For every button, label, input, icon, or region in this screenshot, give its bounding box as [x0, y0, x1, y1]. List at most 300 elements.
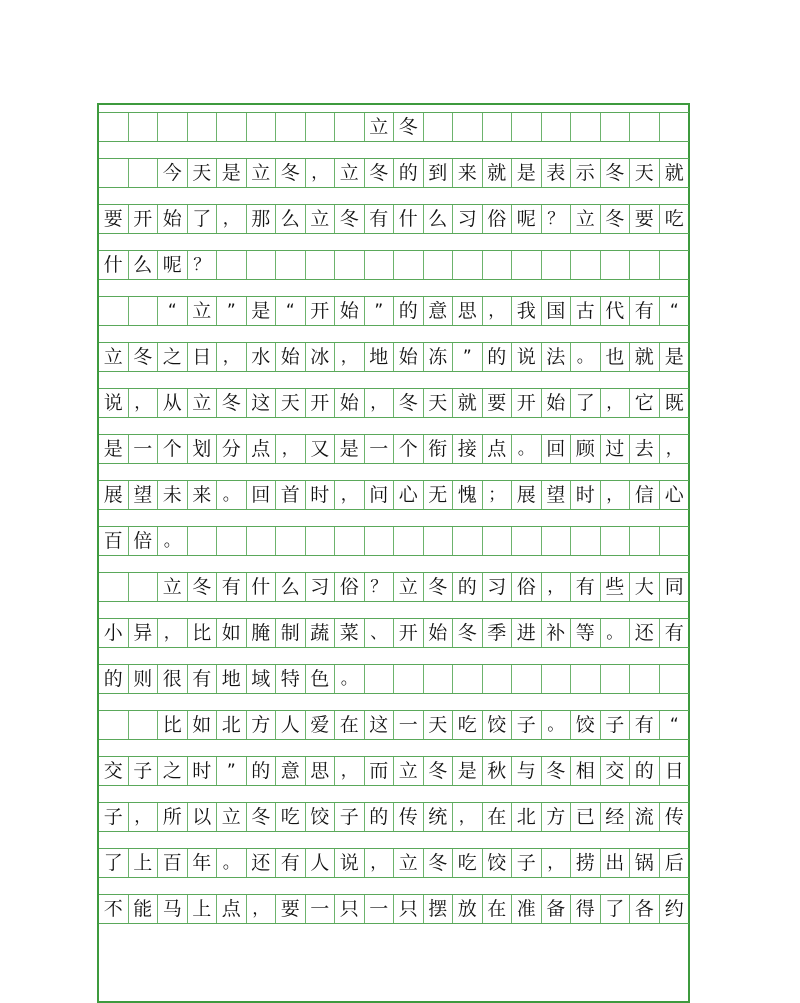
grid-cell: 一: [129, 435, 159, 463]
grid-cell: 子: [335, 803, 365, 831]
grid-cell: 意: [276, 757, 306, 785]
grid-cell: 同: [664, 575, 684, 598]
grid-cell: 开: [306, 389, 336, 417]
grid-cell: 有: [630, 711, 660, 739]
grid-cell: 什: [394, 205, 424, 233]
text-row: [99, 710, 689, 740]
grid-cell: 立: [365, 113, 395, 141]
empty-grid-cell: [542, 251, 572, 279]
grid-cell: ，: [365, 389, 395, 417]
grid-cell: 是: [453, 757, 483, 785]
grid-cell: 天: [424, 389, 454, 417]
empty-grid-cell: [601, 251, 631, 279]
grid-cell: 统: [424, 803, 454, 831]
grid-cell: 只: [335, 895, 365, 923]
grid-cell: 些: [601, 573, 631, 601]
grid-cell: 。: [571, 343, 601, 371]
text-row: [99, 848, 689, 878]
empty-grid-cell: [217, 113, 247, 141]
grid-cell: 有: [217, 573, 247, 601]
grid-cell: 上: [188, 895, 218, 923]
grid-cell: 。: [217, 481, 247, 509]
grid-cell: 吃: [664, 207, 684, 230]
grid-cell: 是: [217, 159, 247, 187]
empty-grid-cell: [276, 527, 306, 555]
grid-cell: “: [276, 297, 306, 325]
grid-cell: 今: [158, 159, 188, 187]
grid-cell: 冬: [601, 159, 631, 187]
grid-cell: 俗: [512, 573, 542, 601]
grid-cell: 冬: [188, 573, 218, 601]
grid-cell: 冬: [394, 389, 424, 417]
text-row: [99, 664, 689, 694]
text-row: [99, 388, 689, 418]
grid-cell: 点: [483, 435, 513, 463]
grid-cell: 。: [512, 435, 542, 463]
grid-cell: 开: [512, 389, 542, 417]
grid-cell: 如: [217, 619, 247, 647]
grid-cell: 制: [276, 619, 306, 647]
grid-cell: ，: [542, 849, 572, 877]
grid-cell: 俗: [483, 205, 513, 233]
grid-cell: 地: [365, 343, 395, 371]
empty-grid-cell: [247, 251, 277, 279]
grid-cell: 呢: [158, 251, 188, 279]
grid-cell: 所: [158, 803, 188, 831]
grid-cell: 天: [188, 159, 218, 187]
grid-cell: 立: [306, 205, 336, 233]
grid-cell: “: [158, 297, 188, 325]
grid-cell: 天: [276, 389, 306, 417]
grid-cell: 愧: [453, 481, 483, 509]
empty-grid-cell: [99, 297, 129, 325]
grid-cell: 百: [99, 527, 129, 555]
grid-cell: 信: [630, 481, 660, 509]
grid-cell: 意: [424, 297, 454, 325]
grid-cell: 经: [601, 803, 631, 831]
grid-cell: 流: [630, 803, 660, 831]
empty-grid-cell: [630, 113, 660, 141]
grid-cell: 之: [158, 757, 188, 785]
grid-cell: 望: [129, 481, 159, 509]
grid-cell: 冻: [424, 343, 454, 371]
grid-cell: 始: [158, 205, 188, 233]
grid-cell: 只: [394, 895, 424, 923]
grid-cell: 而: [365, 757, 395, 785]
empty-grid-cell: [424, 527, 454, 555]
grid-cell: 吃: [453, 711, 483, 739]
grid-cell: ”: [365, 297, 395, 325]
empty-grid-cell: [306, 113, 336, 141]
grid-cell: 就: [453, 389, 483, 417]
grid-cell: 。: [335, 665, 365, 693]
grid-cell: ”: [453, 343, 483, 371]
grid-cell: 冬: [335, 205, 365, 233]
grid-cell: 。: [601, 619, 631, 647]
grid-cell: ，: [601, 481, 631, 509]
empty-grid-cell: [335, 527, 365, 555]
grid-cell: ”: [217, 297, 247, 325]
grid-cell: 始: [394, 343, 424, 371]
text-row: [99, 434, 689, 464]
grid-cell: 要: [483, 389, 513, 417]
grid-cell: 说: [335, 849, 365, 877]
grid-cell: ，: [247, 895, 277, 923]
text-row: [99, 756, 689, 786]
grid-cell: 一: [365, 435, 395, 463]
empty-grid-cell: [453, 251, 483, 279]
grid-cell: 子: [99, 803, 129, 831]
grid-cell: 锅: [630, 849, 660, 877]
grid-cell: 顾: [571, 435, 601, 463]
grid-cell: 一: [306, 895, 336, 923]
text-row: [99, 250, 689, 280]
grid-cell: 从: [158, 389, 188, 417]
grid-cell: 备: [542, 895, 572, 923]
grid-cell: 百: [158, 849, 188, 877]
grid-cell: 首: [276, 481, 306, 509]
grid-cell: 思: [453, 297, 483, 325]
grid-cell: 立: [571, 205, 601, 233]
grid-cell: 还: [630, 619, 660, 647]
empty-grid-cell: [571, 665, 601, 693]
empty-grid-cell: [542, 527, 572, 555]
grid-cell: 过: [601, 435, 631, 463]
empty-grid-cell: [335, 251, 365, 279]
empty-grid-cell: [247, 527, 277, 555]
grid-cell: 点: [217, 895, 247, 923]
grid-cell: 相: [571, 757, 601, 785]
grid-cell: 人: [276, 711, 306, 739]
empty-grid-cell: [660, 251, 690, 279]
grid-cell: 与: [512, 757, 542, 785]
grid-cell: 吃: [453, 849, 483, 877]
empty-grid-cell: [99, 573, 129, 601]
grid-cell: 立: [217, 803, 247, 831]
grid-cell: 就: [630, 343, 660, 371]
grid-cell: 就: [483, 159, 513, 187]
grid-cell: 。: [217, 849, 247, 877]
grid-cell: 倍: [129, 527, 159, 555]
grid-cell: 北: [512, 803, 542, 831]
grid-cell: 也: [601, 343, 631, 371]
empty-grid-cell: [217, 251, 247, 279]
grid-cell: 年: [188, 849, 218, 877]
grid-cell: 有: [630, 297, 660, 325]
grid-cell: 展: [99, 481, 129, 509]
grid-cell: 不: [99, 895, 129, 923]
empty-grid-cell: [394, 251, 424, 279]
empty-grid-cell: [601, 527, 631, 555]
grid-cell: 呢: [512, 205, 542, 233]
grid-cell: 地: [217, 665, 247, 693]
grid-cell: 回: [542, 435, 572, 463]
grid-cell: 如: [188, 711, 218, 739]
grid-cell: 异: [129, 619, 159, 647]
grid-cell: 是: [247, 297, 277, 325]
grid-cell: 么: [424, 205, 454, 233]
grid-cell: 吃: [276, 803, 306, 831]
grid-cell: 么: [129, 251, 159, 279]
empty-grid-cell: [660, 527, 690, 555]
grid-cell: 么: [276, 573, 306, 601]
empty-grid-cell: [601, 665, 631, 693]
empty-grid-cell: [542, 665, 572, 693]
text-row: [99, 296, 689, 326]
grid-cell: 既: [664, 391, 684, 414]
grid-cell: 接: [453, 435, 483, 463]
empty-grid-cell: [365, 665, 395, 693]
empty-grid-cell: [571, 113, 601, 141]
empty-grid-cell: [424, 251, 454, 279]
grid-cell: 有: [276, 849, 306, 877]
grid-cell: 在: [483, 803, 513, 831]
grid-cell: 是: [664, 345, 684, 368]
grid-cell: 以: [188, 803, 218, 831]
grid-cell: ，: [276, 435, 306, 463]
grid-cell: 子: [129, 757, 159, 785]
empty-grid-cell: [276, 113, 306, 141]
empty-grid-cell: [99, 159, 129, 187]
grid-cell: 冬: [365, 159, 395, 187]
grid-cell: 一: [394, 711, 424, 739]
grid-cell: 冬: [424, 849, 454, 877]
grid-cell: 之: [158, 343, 188, 371]
grid-cell: ”: [217, 757, 247, 785]
empty-grid-cell: [512, 527, 542, 555]
grid-cell: 来: [188, 481, 218, 509]
grid-cell: “: [669, 714, 679, 735]
empty-grid-cell: [630, 527, 660, 555]
grid-cell: 的: [365, 803, 395, 831]
empty-grid-cell: [483, 113, 513, 141]
grid-cell: 立: [158, 573, 188, 601]
grid-cell: 代: [601, 297, 631, 325]
grid-cell: 交: [601, 757, 631, 785]
empty-grid-cell: [453, 665, 483, 693]
grid-cell: ，: [335, 757, 365, 785]
grid-cell: 冬: [424, 757, 454, 785]
grid-cell: 冬: [217, 389, 247, 417]
composition-paper: [97, 103, 690, 1003]
grid-cell: 冬: [453, 619, 483, 647]
grid-cell: 古: [571, 297, 601, 325]
empty-grid-cell: [188, 527, 218, 555]
grid-cell: 秋: [483, 757, 513, 785]
grid-cell: 法: [542, 343, 572, 371]
grid-cell: 衔: [424, 435, 454, 463]
grid-cell: 已: [571, 803, 601, 831]
grid-cell: 出: [601, 849, 631, 877]
grid-cell: 是: [99, 435, 129, 463]
grid-cell: 始: [335, 389, 365, 417]
grid-cell: 冬: [129, 343, 159, 371]
grid-cell: 点: [247, 435, 277, 463]
text-row: [99, 802, 689, 832]
text-row: [99, 572, 689, 602]
grid-cell: 了: [188, 205, 218, 233]
grid-cell: 上: [129, 849, 159, 877]
grid-cell: 饺: [483, 849, 513, 877]
grid-cell: 在: [483, 895, 513, 923]
grid-cell: 、: [365, 619, 395, 647]
grid-cell: ，: [483, 297, 513, 325]
grid-cell: 蔬: [306, 619, 336, 647]
grid-cell: ，: [542, 573, 572, 601]
grid-cell: 约: [664, 897, 684, 920]
grid-cell: 要: [630, 205, 660, 233]
empty-grid-cell: [217, 527, 247, 555]
grid-cell: 这: [365, 711, 395, 739]
empty-grid-cell: [660, 113, 690, 141]
grid-cell: 有: [571, 573, 601, 601]
grid-cell: 进: [512, 619, 542, 647]
grid-cell: ，: [129, 803, 159, 831]
grid-cell: 摆: [424, 895, 454, 923]
text-row: [99, 618, 689, 648]
grid-cell: 个: [394, 435, 424, 463]
grid-cell: 冬: [394, 113, 424, 141]
grid-cell: 等: [571, 619, 601, 647]
grid-cell: 立: [188, 297, 218, 325]
grid-cell: ；: [483, 481, 513, 509]
grid-cell: 说: [99, 389, 129, 417]
grid-cell: 能: [129, 895, 159, 923]
empty-grid-cell: [601, 113, 631, 141]
grid-cell: 国: [542, 297, 572, 325]
empty-grid-cell: [660, 665, 690, 693]
grid-cell: 要: [99, 205, 129, 233]
grid-cell: 俗: [335, 573, 365, 601]
grid-cell: 始: [335, 297, 365, 325]
grid-cell: ？: [365, 573, 395, 601]
grid-cell: 开: [129, 205, 159, 233]
text-row: [99, 158, 689, 188]
empty-grid-cell: [99, 113, 129, 141]
grid-cell: 大: [630, 573, 660, 601]
grid-cell: 的: [453, 573, 483, 601]
grid-cell: ，: [129, 389, 159, 417]
grid-cell: 的: [394, 159, 424, 187]
empty-grid-cell: [483, 527, 513, 555]
grid-cell: 始: [276, 343, 306, 371]
grid-cell: 有: [365, 205, 395, 233]
empty-grid-cell: [630, 251, 660, 279]
grid-cell: 这: [247, 389, 277, 417]
grid-cell: 天: [630, 159, 660, 187]
grid-cell: 准: [512, 895, 542, 923]
grid-cell: 了: [571, 389, 601, 417]
grid-cell: 方: [247, 711, 277, 739]
grid-cell: 饺: [571, 711, 601, 739]
grid-cell: 爱: [306, 711, 336, 739]
empty-grid-cell: [483, 251, 513, 279]
grid-cell: 冬: [247, 803, 277, 831]
grid-cell: 时: [188, 757, 218, 785]
grid-cell: 习: [306, 573, 336, 601]
grid-cell: 冬: [601, 205, 631, 233]
text-row: [99, 342, 689, 372]
grid-cell: 是: [512, 159, 542, 187]
grid-cell: 习: [453, 205, 483, 233]
empty-grid-cell: [129, 297, 159, 325]
grid-cell: 就: [664, 161, 684, 184]
grid-cell: 是: [335, 435, 365, 463]
empty-grid-cell: [571, 251, 601, 279]
empty-grid-cell: [571, 527, 601, 555]
empty-grid-cell: [365, 251, 395, 279]
grid-cell: 立: [394, 849, 424, 877]
grid-cell: 分: [217, 435, 247, 463]
grid-cell: 立: [394, 573, 424, 601]
grid-cell: 交: [99, 757, 129, 785]
grid-cell: 冰: [306, 343, 336, 371]
grid-cell: 色: [306, 665, 336, 693]
grid-cell: 的: [247, 757, 277, 785]
grid-cell: 说: [512, 343, 542, 371]
grid-cell: 补: [542, 619, 572, 647]
grid-cell: ，: [217, 205, 247, 233]
grid-cell: 域: [247, 665, 277, 693]
empty-grid-cell: [394, 665, 424, 693]
grid-cell: 立: [247, 159, 277, 187]
empty-grid-cell: [512, 113, 542, 141]
empty-grid-cell: [542, 113, 572, 141]
grid-cell: 了: [99, 849, 129, 877]
grid-cell: 饺: [483, 711, 513, 739]
grid-cell: 冬: [276, 159, 306, 187]
grid-cell: ，: [665, 438, 683, 459]
grid-cell: 开: [394, 619, 424, 647]
empty-grid-cell: [453, 527, 483, 555]
grid-cell: 么: [276, 205, 306, 233]
grid-cell: ，: [158, 619, 188, 647]
grid-cell: 开: [306, 297, 336, 325]
empty-grid-cell: [129, 711, 159, 739]
grid-cell: 心: [664, 483, 684, 506]
grid-cell: 表: [542, 159, 572, 187]
grid-cell: 来: [453, 159, 483, 187]
grid-cell: 始: [424, 619, 454, 647]
grid-cell: 去: [630, 435, 660, 463]
grid-cell: 展: [512, 481, 542, 509]
grid-cell: 放: [453, 895, 483, 923]
grid-cell: 冬: [542, 757, 572, 785]
grid-cell: 马: [158, 895, 188, 923]
grid-cell: ，: [306, 159, 336, 187]
grid-cell: 它: [630, 389, 660, 417]
grid-cell: ，: [365, 849, 395, 877]
grid-cell: 示: [571, 159, 601, 187]
grid-cell: ，: [335, 343, 365, 371]
grid-cell: ，: [453, 803, 483, 831]
grid-cell: 立: [335, 159, 365, 187]
grid-cell: 天: [424, 711, 454, 739]
empty-grid-cell: [394, 527, 424, 555]
grid-cell: 个: [158, 435, 188, 463]
grid-cell: 传: [394, 803, 424, 831]
grid-cell: 那: [247, 205, 277, 233]
empty-grid-cell: [129, 159, 159, 187]
grid-cell: 有: [188, 665, 218, 693]
grid-cell: 日: [188, 343, 218, 371]
empty-grid-cell: [424, 113, 454, 141]
title-row: [99, 112, 689, 142]
empty-grid-cell: [276, 251, 306, 279]
grid-cell: 腌: [247, 619, 277, 647]
grid-cell: 季: [483, 619, 513, 647]
grid-cell: 无: [424, 481, 454, 509]
